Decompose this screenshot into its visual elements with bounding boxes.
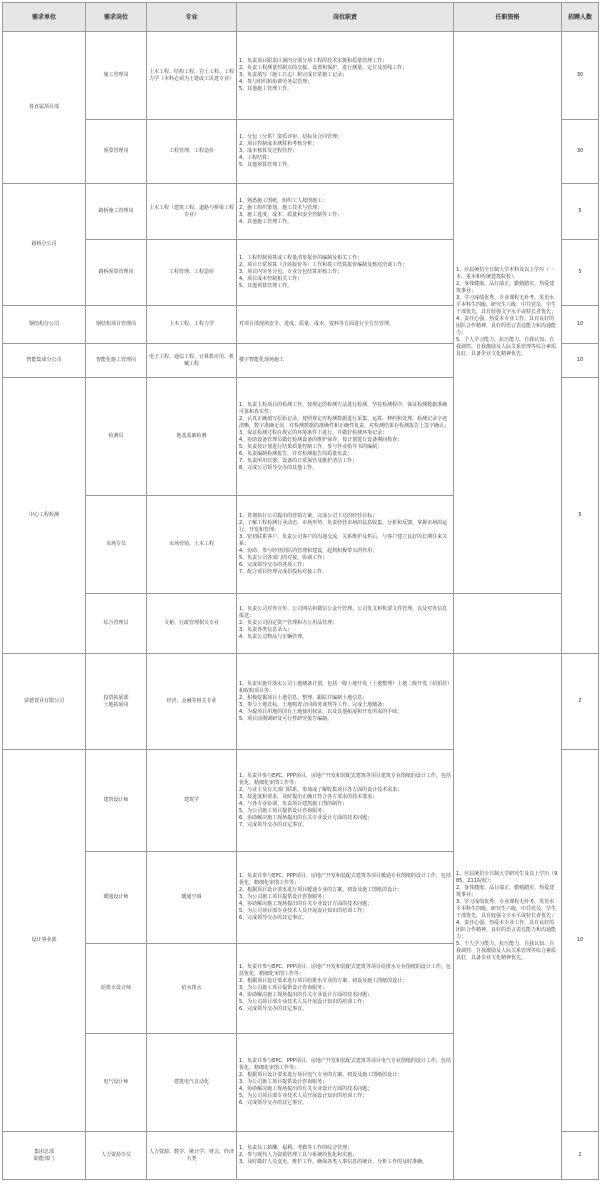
qualification-line: 3、学习成绩优秀，专业课程无补考、英语水平本科生四级、研究生六级，中共党员、学生干部优先，具有较强文字水平或特长者优先； [456, 899, 557, 919]
duty-line: 3、为公司施工项目提供设计咨询服务； [239, 985, 328, 991]
duty-line: 4、负责公司物品与车辆管理。 [239, 634, 308, 640]
qualification-line: 3、学习成绩优秀，专业课程无补考、英语水平本科生四级、研究生六级，中共党员、学生干部优先，具有较强文字水平或特长者优先； [456, 295, 557, 315]
duty-line: 1、负责员工薪酬、福利、考勤等工作的综合管理； [239, 1145, 353, 1151]
duties-cell [237, 594, 454, 654]
major-cell: 人力资源、数学、统计学、财会、经济大类 [147, 1132, 237, 1180]
major-cell: 暖通空调 [147, 852, 237, 944]
duty-line: 1、负责主检项目的检测工作，按规定的检测方法进行检测，坚持检测程序，保证检测数据准确可靠和真实性； [239, 401, 448, 415]
duties-cell [237, 240, 454, 306]
duty-line: 3、负责各类信息录入； [239, 627, 293, 633]
position-cell: 给排水设计师 [86, 944, 147, 1034]
count-cell: 2 [562, 654, 599, 750]
duties-cell [237, 944, 454, 1034]
duty-line: 4、协助、参与经营团队的管理和建设，起到积极带头的作用； [239, 548, 378, 554]
header-count: 招聘人数 [562, 3, 599, 32]
table-row [3, 654, 599, 750]
unit-cell: 路桥分公司 [3, 184, 86, 306]
duty-line: 5、负责按计划进行结果质量控制工作，参与作业指导书的编制； [239, 443, 383, 450]
duty-line: 2、参与现代人力资源管理工具与系统的优化和实施； [239, 1152, 358, 1158]
duty-line: 4、为提项目用地的国有土地使用权证，以及其他拓展和开发所需的手续； [239, 708, 403, 715]
duty-line: 3、项目内劳务分包、专业分包结算审核工作； [239, 269, 343, 275]
duty-line: 1、工程控制预算或工程量清单报价的编制及相关工作； [239, 255, 363, 261]
major-cell: 地基基础检测 [147, 378, 237, 496]
header-qualifications: 任职资格 [454, 3, 562, 32]
duty-line: 3、负责填写《施工日志》和完成日常施工记录； [239, 72, 348, 78]
position-cell: 路桥施工管理岗 [86, 184, 147, 240]
major-cell: 建筑学 [147, 750, 237, 852]
unit-cell: 富德置业有限公司 [3, 654, 86, 750]
major-cell: 经济、金融等相关专业 [147, 654, 237, 750]
unit-cell: 集团总部 职能部门 [3, 1132, 86, 1180]
duties-cell [237, 32, 454, 120]
table-row [3, 32, 599, 120]
duty-line: 楼宇智能化现场施工 [239, 357, 285, 363]
qualification-line: 5、个人学习能力、抗压能力，自我认知、自我调控、自我激励及人际关系管理等综合素质良好，具备企业文化精神优先。 [456, 941, 557, 961]
unit-cell: 智能集成分公司 [3, 344, 86, 378]
position-cell: 市场专员 [86, 496, 147, 594]
major-cell: 工程管理、工程造价 [147, 120, 237, 184]
duty-line: 3、为公司施工项目提供设计咨询服务； [239, 1079, 328, 1085]
major-cell: 文秘、行政管理相关专业 [147, 594, 237, 654]
recruitment-table-sheet [2, 2, 598, 1195]
duty-line: 4、参与组织和协调劳务层管理； [239, 79, 313, 85]
position-cell: 人力资源专员 [86, 1132, 147, 1180]
duty-line: 1、负责并参与EPC、PPP项目、房地产开发和装配式建筑等项目给排水专业图纸的设计工作，包括优化、精细化审图工作等； [239, 964, 451, 977]
duties-cell [237, 306, 454, 344]
duty-line: 3、为公司施工项目提供设计咨询服务； [239, 894, 328, 900]
major-cell: 电子工程、通信工程、计算机应用、机械工程 [147, 344, 237, 378]
duties-cell [237, 378, 454, 496]
header-major: 专业 [147, 3, 237, 32]
count-cell: 5 [562, 184, 599, 240]
duty-line: 5、为公司项目部专业技术人员开展设计知识的培训工作； [239, 1093, 368, 1099]
duty-line: 3、按进度和要求，及时提出正确且符合各方要求的技术要求； [239, 793, 378, 800]
position-cell: 暖通设计师 [86, 852, 147, 944]
table-row [3, 594, 599, 654]
duty-line: 5、其他预算管理工作。 [239, 283, 293, 289]
duty-line: 7、配合项目经理完成招投标对接工作。 [239, 569, 328, 575]
duty-line: 7、负责所用仪器、设备的日常保管及维护清洁工作； [239, 457, 358, 464]
position-cell: 钢结构项目管理岗 [86, 306, 147, 344]
duty-line: 4、工程结算； [239, 155, 273, 161]
position-cell: 投资拓展部 土地拓展岗 [86, 654, 147, 750]
count-cell: 10 [562, 750, 599, 1132]
major-cell: 土木工程、工程力学 [147, 306, 237, 344]
position-cell: 智能化施工管理岗 [86, 344, 147, 378]
duty-line: 2、根据项目设计要求进行项目给排水专业的方案、初设及施工图纸的设计； [239, 978, 408, 984]
header-unit: 需求单位 [3, 3, 86, 32]
position-cell: 检测员 [86, 378, 147, 496]
count-cell: 30 [562, 32, 599, 120]
duty-line: 2、根据项目设计要求进行项目电气专业的方案、初设及施工图纸的设计； [239, 1072, 403, 1078]
unit-cell: 设计事业部 [3, 750, 86, 1132]
duty-line: 3、密切联系客户，负责公司客户的沟通交流，关系维护及售后，与客户建立良好的长期往来关系； [239, 534, 448, 547]
qualification-line: 1、应届统招全日制大学研究生及以上学历（985、211院校）； [456, 871, 558, 884]
major-cell: 给水排水 [147, 944, 237, 1034]
duty-line: 2、积极挖掘项目土地信息，整理、跟踪并编制土地信息； [239, 694, 368, 701]
qualification-line: 2、身体健康，品行端正，勤勉踏实，热爱建筑事业； [456, 281, 555, 294]
duty-line: 对项目部现场安全、进度、质量、成本、资料等方面进行全方位管理。 [239, 321, 395, 327]
count-cell: 10 [562, 344, 599, 378]
duty-line: 2、施工组织策划，施工技术与管理； [239, 204, 323, 211]
duty-line: 5、项目前期调研及可行性研究报告编制。 [239, 715, 333, 722]
duties-cell [237, 852, 454, 944]
duty-line: 3、参与土地竞标、土地购置合同商务谈判等工作，完成土地储备； [239, 701, 388, 708]
duty-line: 2、负责工程测量控制点的交接、设置和保护，进行测量、定位及放线工作； [239, 65, 408, 71]
qualification-line: 1、应届统招全日制大学本科及以上学历（一本、重本和传统建筑院校）。 [456, 267, 555, 280]
duties-cell [237, 184, 454, 240]
major-cell: 工程管理、工程造价 [147, 240, 237, 306]
duty-line: 2、根据项目设计要求进行项目暖通专业的方案、初设及施工图纸的设计； [239, 887, 403, 893]
position-cell: 建筑设计师 [86, 750, 147, 852]
duty-line: 5、为公司施工项目提供设计咨询服务； [239, 807, 328, 814]
qualification-line: 4、责任心强，热爱本专业工作，具有良好的团队合作精神，良好的语言表达能力和沟通能力； [456, 920, 557, 940]
header-row [3, 3, 599, 32]
duty-line: 6、完成领导交办的其它事宜。 [239, 915, 308, 921]
duties-cell [237, 1132, 454, 1180]
duty-line: 5、为公司项目部专业技术人员开展设计知识的培训工作； [239, 999, 368, 1005]
duty-line: 6、完成领导交办的其它事宜。 [239, 1006, 308, 1012]
duty-line: 2、了解工程检测行业动态，市场形势，负责经营市场的信息收集、分析和反馈，掌握市场的运行、开发和管理； [239, 520, 448, 533]
duties-cell [237, 750, 454, 852]
duty-line: 5、负责公司各部门的对接、协调工作； [239, 555, 328, 561]
duty-line: 2、认真正确填写原始记录，按照规定对检测数据进行采集、运算、修约和处理，检测记录字迹清晰，数字准确无误，对检测数据的准确性和正确性负责，对检测结果在检测报告上签字确认； [239, 415, 450, 429]
position-cell: 综合管理员 [86, 594, 147, 654]
position-cell: 电气设计师 [86, 1034, 147, 1132]
count-cell: 10 [562, 306, 599, 344]
qualifications-cell [454, 32, 562, 594]
duties-cell [237, 344, 454, 378]
duty-line: 1、负责公司对外宣传、公司网站和微信公众号管理、公司发文和机要文件管理，以及对外信息报送； [239, 606, 448, 619]
duty-line: 1、负责并参与EPC、PPP项目、房地产开发和装配式建筑等项目电气专业图纸的设计工作，包括优化、精细化审图工作等； [239, 1058, 451, 1071]
major-cell: 土木工程（建筑工程、道路与桥梁工程专业） [147, 184, 237, 240]
major-cell: 建筑电气自动化 [147, 1034, 237, 1132]
duty-line: 6、完成领导交办的其它事宜。 [239, 1100, 308, 1106]
header-position: 需求岗位 [86, 3, 147, 32]
duty-line: 6、协助解决施工现场提出的有关专业设计方面的技术问题； [239, 814, 373, 821]
duty-line: 4、项目成本控制相关工作； [239, 276, 303, 282]
duty-line: 4、与各专业协调，负责项目建筑施工图的制作； [239, 800, 348, 807]
duty-line: 6、负责编制检测报告，并对检测报告的质量负责； [239, 450, 353, 457]
duty-line: 5、其他预算管理工作。 [239, 162, 293, 168]
duty-line: 1、熟悉施工图纸，组织工人按图施工； [239, 197, 328, 204]
duty-line: 3、施工进度、成本、质量和安全控制等工作； [239, 211, 343, 218]
header-duties: 岗位职责 [237, 3, 454, 32]
qualification-line: 2、身体健康，品行端正，勤勉踏实，热爱建筑事业； [456, 885, 555, 898]
duties-cell [237, 654, 454, 750]
duty-line: 1、贯彻执行公司提出的营销方案，完成公司下达的经营目标； [239, 513, 378, 519]
duty-line: 1、负责项目职责区域内分部分项工程的技术实施和质量管理工作； [239, 58, 388, 64]
duty-line: 4、协助解决施工现场提出的有关专业设计方面的技术问题； [239, 992, 373, 998]
position-cell: 预算管理岗 [86, 120, 147, 184]
duty-line: 5、其他施工管理工作。 [239, 86, 293, 92]
duty-line: 3、及时做好人员变更，维护工作，确保各类人事信息的统计、分析工作的及时准确。 [239, 1159, 428, 1165]
count-cell: 5 [562, 378, 599, 654]
qualifications-cell [454, 654, 562, 1180]
duty-line: 3、成本核算及过程管控； [239, 148, 298, 154]
duty-line: 3、保证检测过程在规定的环境条件下进行，并做好检测环境记录； [239, 429, 388, 436]
unit-cell: 中心工程检测 [3, 378, 86, 654]
duty-line: 1、负责并参与EPC、PPP项目、房地产开发和装配式建筑等项目暖通专业图纸的设计工作，包括优化、精细化审图工作等； [239, 873, 451, 886]
position-cell: 施工管理岗 [86, 32, 147, 120]
recruitment-table [2, 2, 599, 1180]
duty-line: 1、负责并参与EPC、PPP项目、房地产开发和装配式建筑等项目建筑专业图纸的设计工作，包括优化、精细化审图工作等； [239, 772, 451, 786]
duty-line: 6、完成领导交办的各项工作； [239, 562, 308, 568]
unit-cell: 各直属项目部 [3, 32, 86, 184]
duty-line: 5、为公司项目部专业技术人员开展设计知识的培训工作； [239, 908, 368, 914]
duties-cell [237, 120, 454, 184]
duties-cell [237, 496, 454, 594]
duty-line: 4、协助解决施工现场提出的有关专业设计方面的技术问题； [239, 901, 373, 907]
duty-line: 2、项目日常预算（含商报价等）工作和竣工结算报价编制及核对洽谈工作； [239, 262, 408, 268]
duty-line: 8、完成公司领导交办的其他工作。 [239, 464, 318, 471]
qualification-line: 4、责任心强，热爱本专业工作，具有良好的团队合作精神，良好的语言表达能力和沟通能力； [456, 316, 557, 336]
duty-line: 2、负责公司固定资产管理和办公用品管理； [239, 620, 338, 626]
position-cell: 路桥预算管理岗 [86, 240, 147, 306]
unit-cell: 钢结构分公司 [3, 306, 86, 344]
major-cell: 土木工程、结构工程、岩土工程、工程力学（本科必须为土建或工民建专业） [147, 32, 237, 120]
count-cell: 5 [562, 240, 599, 306]
count-cell: 30 [562, 120, 599, 184]
duty-line: 1、负责实施并落实公司土地储备计划，包括一级土地开发（土地整理）土地二级开发（招拍挂）和收购项目等； [239, 680, 450, 694]
duties-cell [237, 1034, 454, 1132]
major-cell: 市场营销、土木工程 [147, 496, 237, 594]
qualification-line: 5、个人学习能力、抗压能力，自我认知、自我调控、自我激励及人际关系管理等综合素质良好，具备企业文化精神优先。 [456, 337, 557, 357]
duty-line: 1、分包（分供）资质评审、招标及合同管理； [239, 134, 343, 140]
duty-line: 4、其他施工管理工作。 [239, 218, 293, 225]
duty-line: 4、协助解决施工现场提出的有关专业设计方面的技术问题； [239, 1086, 373, 1092]
duty-line: 7、完成领导交办的其它事宜。 [239, 821, 308, 828]
duty-line: 2、项目控制成本测算和考核分析； [239, 141, 318, 147]
duty-line: 2、与业主及有关部门联系，参加或了解收集项目各方面的设计技术需求； [239, 786, 403, 793]
duty-line: 4、协助设备管理员做好检测设备的维护保养，按计划进行设备期间核查； [239, 436, 403, 443]
count-cell: 2 [562, 1132, 599, 1180]
